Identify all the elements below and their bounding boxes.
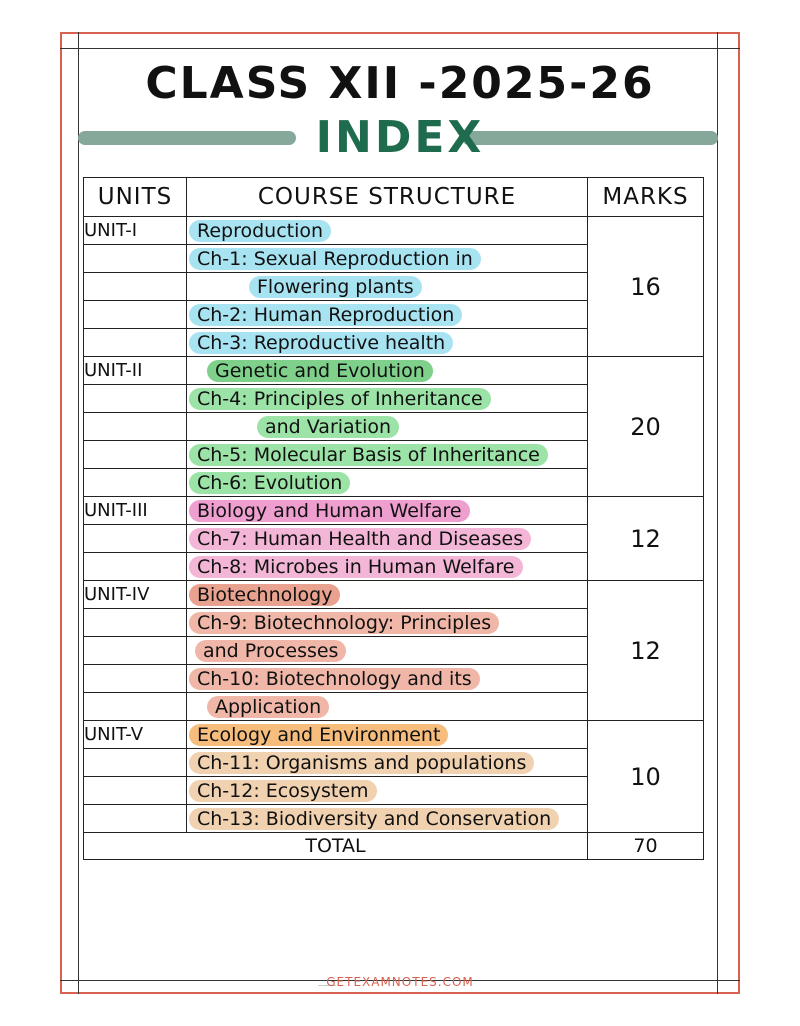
chapter-label: Ch-5: Molecular Basis of Inheritance [189,444,548,466]
chapter-label: Ch-7: Human Health and Diseases [189,528,531,550]
margin-line-left [78,32,79,994]
chapter-label: Ch-10: Biotechnology and its [189,668,480,690]
chapter-label: Ch-3: Reproductive health [189,332,453,354]
unit-label: UNIT-I [84,217,187,245]
unit-marks: 10 [588,721,704,833]
table-header-row [84,178,704,217]
chapter-label: and Variation [257,416,399,438]
chapter-label: Ch-1: Sexual Reproduction in [189,248,481,270]
unit-title: Genetic and Evolution [207,360,433,382]
unit-title: Biotechnology [189,584,340,606]
unit-label: UNIT-III [84,497,187,525]
total-marks: 70 [588,833,704,860]
chapter-label: Application [207,696,329,718]
unit-title: Reproduction [189,220,331,242]
margin-line-top [60,48,740,49]
table-row [84,217,704,245]
unit-label: UNIT-V [84,721,187,749]
table-row [84,721,704,749]
chapter-label: Ch-2: Human Reproduction [189,304,462,326]
chapter-label: Ch-9: Biotechnology: Principles [189,612,499,634]
unit-marks: 16 [588,217,704,357]
chapter-label: Flowering plants [249,276,422,298]
marks-header: MARKS [588,178,704,217]
chapter-label: Ch-13: Biodiversity and Conservation [189,808,559,830]
total-label: TOTAL [84,833,588,860]
unit-title: Biology and Human Welfare [189,500,470,522]
units-header: UNITS [84,178,187,217]
course-structure-header: COURSE STRUCTURE [187,178,588,217]
margin-line-right [717,32,718,994]
total-row [84,833,704,860]
chapter-label: and Processes [195,640,346,662]
table-row [84,581,704,609]
chapter-label: Ch-6: Evolution [189,472,350,494]
chapter-label: Ch-12: Ecosystem [189,780,377,802]
unit-marks: 20 [588,357,704,497]
index-heading: INDEX [315,112,485,163]
chapter-label: Ch-4: Principles of Inheritance [189,388,491,410]
unit-label: UNIT-IV [84,581,187,609]
chapter-label: Ch-8: Microbes in Human Welfare [189,556,523,578]
footer-source: GETEXAMNOTES.COM [326,975,474,989]
unit-label: UNIT-II [84,357,187,385]
page-title: CLASS XII -2025-26 [145,58,655,109]
index-table [83,177,704,860]
unit-marks: 12 [588,497,704,581]
table-row [84,357,704,385]
unit-title: Ecology and Environment [189,724,448,746]
chapter-label: Ch-11: Organisms and populations [189,752,534,774]
table-row [84,497,704,525]
unit-marks: 12 [588,581,704,721]
